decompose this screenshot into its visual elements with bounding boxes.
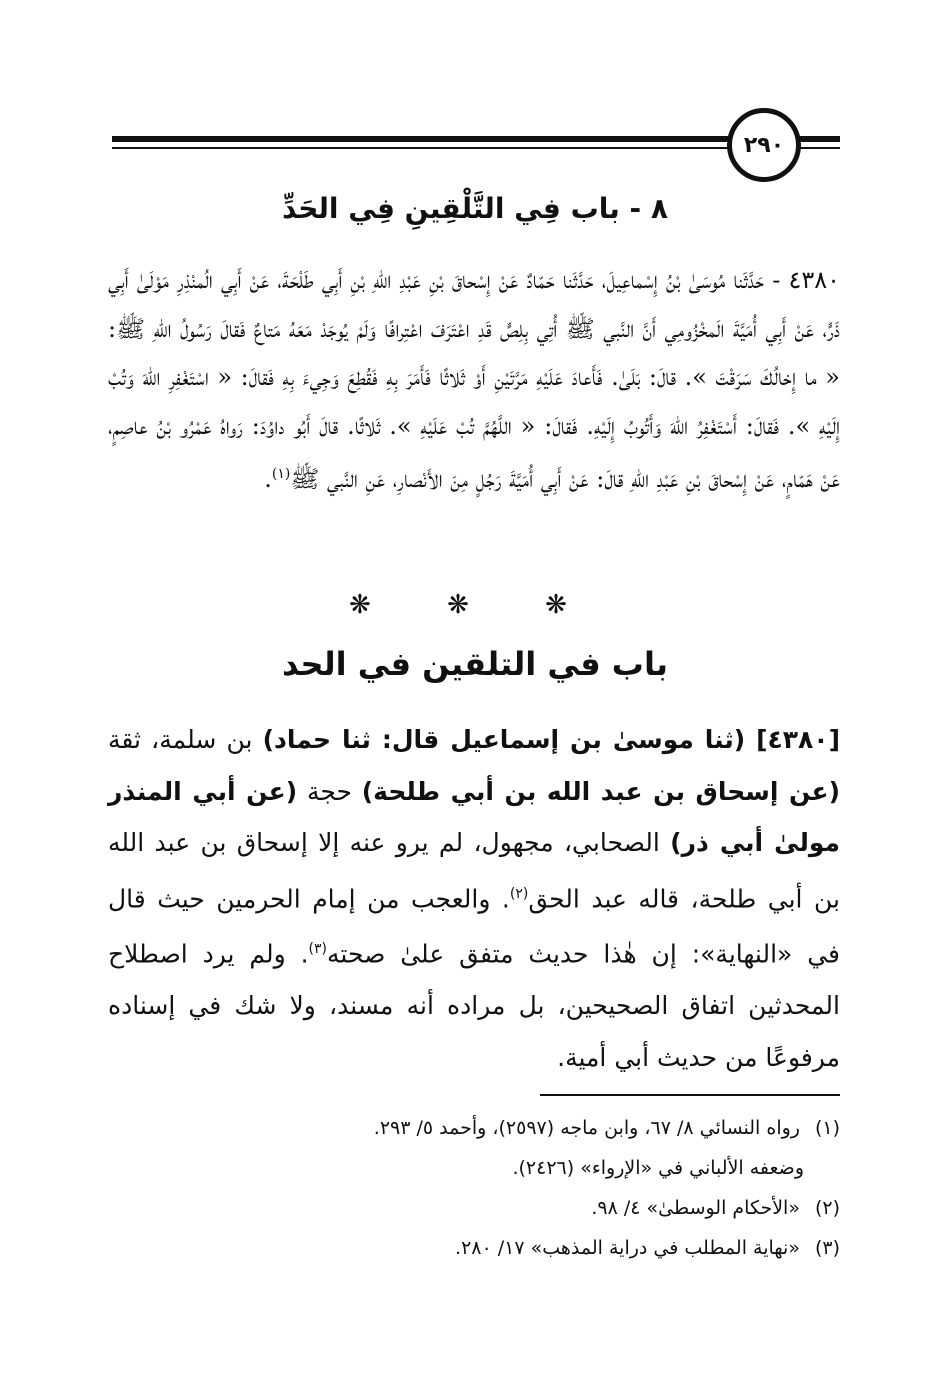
commentary-bold-1: [٤٣٨٠] (ثنا موسىٰ بن إسماعيل قال: ثنا حماد)	[262, 725, 840, 754]
footnote-3	[160, 1228, 840, 1268]
commentary-seg-4: حجة	[297, 776, 362, 806]
footnote-marker-3: (٣)	[308, 941, 328, 958]
footnote-1-continuation	[160, 1148, 840, 1188]
header-rule-right	[800, 136, 840, 142]
commentary-seg-7: . والعجب من إمام الحرمين حيث قال في «النهاية»: إن هٰذا حديث متفق علىٰ صحته	[108, 883, 840, 969]
footnote-text: وضعفه الألباني في «الإرواء» (٢٤٢٦).	[512, 1157, 804, 1179]
footnote-marker-2: (٢)	[509, 885, 529, 902]
footnote-marker-1: (١)	[271, 466, 291, 482]
commentary-bold-3: (عن إسحاق بن عبد الله بن أبي طلحة)	[361, 776, 841, 806]
hadith-body: ٤٣٨٠ - حَدَّثَنا مُوسَىٰ بْنُ إِسْماعِيلَ، حَدَّثَنا حَمّادٌ عَنْ إِسْحاقَ بْنِ عَبْدِ اللهِ بْنِ أَبِي طَلْحَةَ، عَنْ أَبِي الُمنْذِرِ مَوْلَىٰ أَبِي ذَرٍّ، عَنْ أَبِي أُمَيَّةَ الَمخْزُومِي أَنَّ النَّبي ﷺ أُتِي بِلِصٍّ قَدِ اعْتَرَفَ اعْتِرافًا وَلَمْ يُوجَدْ مَعَهُ مَتاعٌ فَقالَ رَسُولُ اللهِ ﷺ: « ما إِخالُكَ سَرَقْتَ ». قالَ: بَلَىٰ. فَأَعادَ عَلَيْهِ مَرَّتَيْنِ أَوْ ثَلاثًا فَأَمَرَ بِهِ فَقُطِعَ وَجِيءَ بِهِ فَقالَ: « اسْتَغْفِرِ اللهَ وَتُبْ إِلَيْهِ ». فَقالَ: أَسْتَغْفِرُ اللهَ وَأَتُوبُ إِلَيْهِ. فَقالَ: « اللَّهُمَّ تُبْ عَلَيْهِ ». ثَلاثًا. قالَ أَبُو داوُدَ: رَواهُ عَمْرُو بْنُ عاصِمٍ، عَنْ هَمّامٍ، عَنْ إِسْحاقَ بْنِ عَبْدِ اللهِ قالَ: عَنْ أَبِي أُمَيَّةَ رَجُلٍ مِنَ الأَنْصارِ، عَنِ النَّبي ﷺ	[108, 266, 840, 493]
commentary-heading: باب في التلقين في الحد	[282, 645, 668, 683]
page-number: ٢٩٠	[743, 132, 785, 158]
chapter-heading: ٨ - باب فِي التَّلْقِينِ فِي الحَدِّ	[282, 192, 668, 225]
footnotes	[160, 1108, 840, 1268]
header-rule-right-thin	[800, 147, 840, 149]
header-rule-thick	[112, 136, 732, 142]
commentary-text	[108, 714, 840, 1083]
footnote-2	[160, 1188, 840, 1228]
footnote-separator	[540, 1094, 840, 1096]
footnote-number: (١)	[814, 1117, 840, 1139]
header-rule-thin	[112, 147, 732, 149]
footnote-number: (٢)	[814, 1197, 840, 1219]
commentary-seg-8: . ولم يرد اصطلاح المحدثين اتفاق الصحيحين، بل مراده أنه مسند، ولا شك في إسناده مرفوعًا من حديث أبي أمية.	[108, 939, 840, 1072]
commentary-seg-2: بن سلمة، ثقة	[108, 725, 263, 754]
hadith-text: ٤٣٨٠ - حَدَّثَنا مُوسَىٰ بْنُ إِسْماعِيلَ، حَدَّثَنا حَمّادٌ عَنْ إِسْحاقَ بْنِ عَبْدِ اللهِ بْنِ أَبِي طَلْحَةَ، عَنْ أَبِي الُمنْذِرِ مَوْلَىٰ أَبِي ذَرٍّ، عَنْ أَبِي أُمَيَّةَ الَمخْزُومِي أَنَّ النَّبي ﷺ أُتِي بِلِصٍّ قَدِ اعْتَرَفَ اعْتِرافًا وَلَمْ يُوجَدْ مَعَهُ مَتاعٌ فَقالَ رَسُولُ اللهِ ﷺ: « ما إِخالُكَ سَرَقْتَ ». قالَ: بَلَىٰ. فَأَعادَ عَلَيْهِ مَرَّتَيْنِ أَوْ ثَلاثًا فَأَمَرَ بِهِ فَقُطِعَ وَجِيءَ بِهِ فَقالَ: « اسْتَغْفِرِ اللهَ وَتُبْ إِلَيْهِ ». فَقالَ: أَسْتَغْفِرُ اللهَ وَأَتُوبُ إِلَيْهِ. فَقالَ: « اللَّهُمَّ تُبْ عَلَيْهِ ». ثَلاثًا. قالَ أَبُو داوُدَ: رَواهُ عَمْرُو بْنُ عاصِمٍ، عَنْ هَمّامٍ، عَنْ إِسْحاقَ بْنِ عَبْدِ اللهِ قالَ: عَنْ أَبِي أُمَيَّةَ رَجُلٍ مِنَ الأَنْصارِ، عَنِ النَّبي ﷺ$^{(١)}$.	[108, 266, 840, 493]
footnote-text: «الأحكام الوسطىٰ» ٤/ ٩٨.	[591, 1197, 800, 1219]
commentary-bold-5: (عن أبي المنذر مولىٰ أبي ذر)	[108, 776, 840, 857]
commentary-seg-6: الصحابي، مجهول، لم يرو عنه إلا إسحاق بن عبد الله بن أبي طلحة، قاله عبد الحق	[108, 828, 840, 913]
footnote-number: (٣)	[814, 1237, 840, 1259]
page-number-medallion	[727, 108, 801, 182]
section-divider-stars: ❋ ❋ ❋	[349, 590, 601, 620]
footnote-text: رواه النسائي ٨/ ٦٧، وابن ماجه (٢٥٩٧)، وأحمد ٥/ ٢٩٣.	[373, 1117, 800, 1139]
footnote-1	[160, 1108, 840, 1148]
footnote-text: «نهاية المطلب في دراية المذهب» ١٧/ ٢٨٠.	[455, 1237, 800, 1259]
